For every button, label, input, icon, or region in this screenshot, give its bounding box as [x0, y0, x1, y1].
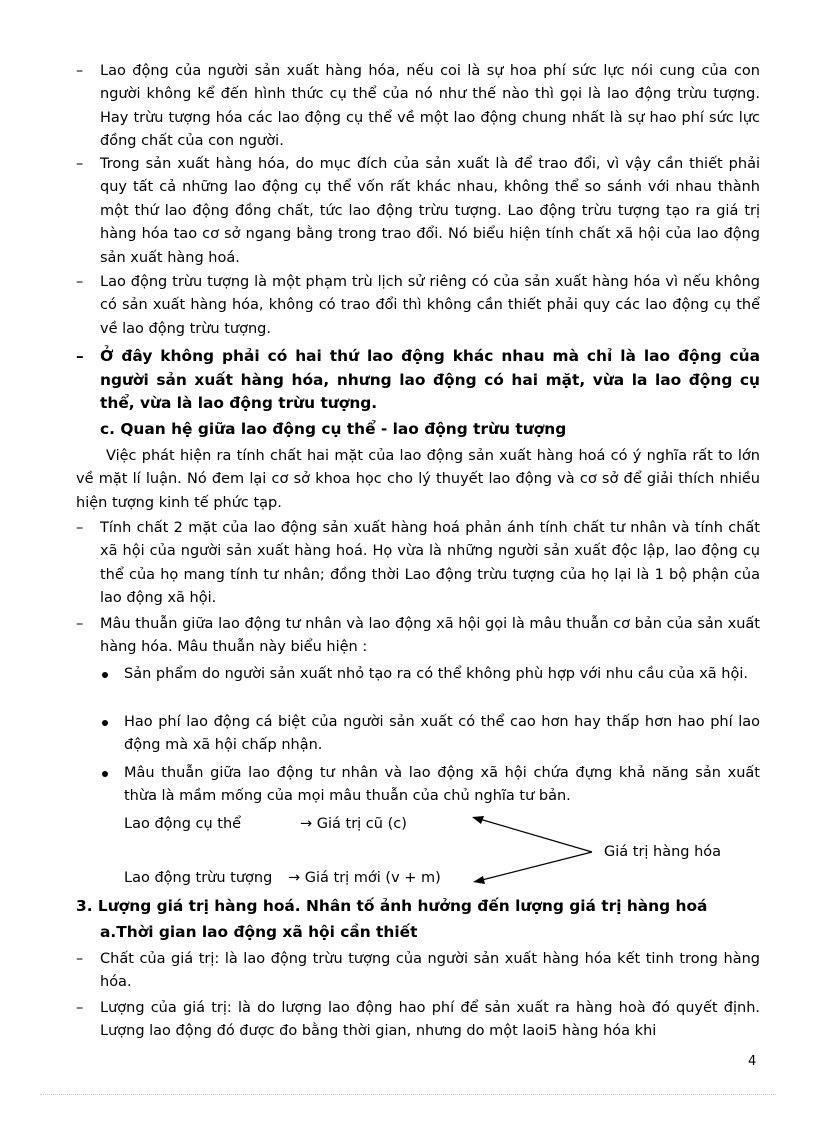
dash-marker: –	[76, 616, 84, 632]
section-heading-3: 3. Lượng giá trị hàng hoá. Nhân tố ảnh hưởng đến lượng giá trị hàng hoá	[76, 897, 708, 915]
bullet-text: Mâu thuẫn giữa lao động tư nhân và lao động xã hội chứa đựng khả năng sản xuất thừa là mầm mống của mọi mâu thuẫn của chủ nghĩa tư bản.	[124, 765, 760, 805]
dash-marker: –	[76, 951, 84, 967]
bullet-dot	[102, 771, 108, 777]
list-item-text: Chất của giá trị: là lao động trừu tượng của người sản xuất hàng hóa kết tinh trong hàng hóa.	[100, 951, 760, 991]
bullet-text: Hao phí lao động cá biệt của người sản xuất có thể cao hơn hay thấp hơn hao phí lao động mà xã hội chấp nhận.	[124, 714, 760, 754]
list-item-text: Tính chất 2 mặt của lao động sản xuất hàng hoá phản ánh tính chất tư nhân và tính chất xã hội của người sản xuất hàng hoá. Họ vừa là những người sản xuất độc lập, lao động cụ thể của họ mang tính tư nhân; đồng thời Lao động trừu tượng của họ lại là 1 bộ phận của lao động xã hội.	[100, 520, 760, 607]
section-heading-c: c. Quan hệ giữa lao động cụ thể - lao động trừu tượng	[100, 420, 567, 438]
new-value-label: → Giá trị mới (v + m)	[288, 870, 441, 886]
list-item-text: Ở đây không phải có hai thứ lao động khác nhau mà chỉ là lao động của người sản xuất hàng hóa, nhưng lao động có hai mặt, vừa la lao động cụ thể, vừa là lao động trừu tượng.	[100, 347, 760, 412]
dash-marker: –	[76, 1000, 84, 1016]
dash-marker: –	[76, 347, 84, 365]
paragraph-c: Việc phát hiện ra tính chất hai mặt của lao động sản xuất hàng hoá có ý nghĩa rất to lớn về mặt lí luận. Nó đem lại cơ sở khoa học cho lý thuyết lao động và cơ sở để giải thích nhiều hiện tượng kinh tế phức tạp.	[76, 448, 760, 511]
bullet-item	[100, 663, 760, 686]
bullet-item	[100, 711, 760, 758]
dash-marker: –	[76, 274, 84, 290]
old-value-label: → Giá trị cũ (c)	[300, 816, 407, 832]
arrowhead-bottom-icon	[473, 876, 485, 884]
page-number: 4	[748, 1054, 757, 1069]
bullet-dot	[102, 672, 108, 678]
list-item	[76, 271, 760, 341]
bullet-text: Sản phẩm do người sản xuất nhỏ tạo ra có thể không phù hợp với nhu cầu của xã hội.	[124, 666, 748, 682]
goods-value-label: Giá trị hàng hóa	[604, 844, 722, 860]
list-item	[76, 517, 760, 611]
footer-divider	[40, 1094, 776, 1095]
list-item-text: Lượng của giá trị: là do lượng lao động hao phí để sản xuất ra hàng hoà đó quyết định. Lượng lao động đó được đo bằng thời gian, nhưng do một laoi5 hàng hóa khi	[100, 1000, 760, 1040]
list-item-text: Trong sản xuất hàng hóa, do mục đích của sản xuất là để trao đổi, vì vậy cần thiết phải quy tất cả những lao động cụ thể vốn rất khác nhau, không thể so sánh với nhau thành một thứ lao động đồng chất, tức lao động trừu tượng. Lao động trừu tượng tạo ra giá trị hàng hóa tao cơ sở ngang bằng trong trao đổi. Nó biểu hiện tính chất xã hội của lao động sản xuất hàng hoá.	[100, 156, 760, 266]
list-item	[76, 613, 760, 660]
dash-marker: –	[76, 156, 84, 172]
list-item	[76, 60, 760, 154]
list-item	[76, 153, 760, 270]
list-item	[76, 997, 760, 1044]
section-heading-a: a.Thời gian lao động xã hội cần thiết	[100, 923, 418, 941]
dash-marker: –	[76, 520, 84, 536]
list-item-bold	[76, 345, 760, 416]
list-item-text: Lao động của người sản xuất hàng hóa, nếu coi là sự hoa phí sức lực nói cung của con người không kể đến hình thức cụ thể của nó như thế nào thì gọi là lao động trừu tượng. Hay trừu tượng hóa các lao động cụ thể về một lao động chung nhất là sự hao phí sức lực đồng chất của con người.	[100, 63, 760, 150]
list-item-text: Lao động trừu tượng là một phạm trù lịch sử riêng có của sản xuất hàng hóa vì nếu không có sản xuất hàng hóa, không có trao đổi thì không cần thiết phải quy các lao động cụ thể về lao động trừu tượng.	[100, 274, 760, 337]
abstract-labour-label: Lao động trừu tượng	[124, 870, 273, 886]
arrow-line-top	[476, 818, 592, 852]
dash-marker: –	[76, 63, 84, 79]
list-item	[76, 948, 760, 995]
bullet-dot	[102, 720, 108, 726]
bullet-item	[100, 762, 760, 809]
concrete-labour-label: Lao động cụ thể	[124, 816, 242, 832]
arrowhead-top-icon	[472, 816, 484, 824]
list-item-text: Mâu thuẫn giữa lao động tư nhân và lao động xã hội gọi là mâu thuẫn cơ bản của sản xuất hàng hóa. Mâu thuẫn này biểu hiện :	[100, 616, 760, 656]
arrow-line-bottom	[478, 852, 592, 881]
